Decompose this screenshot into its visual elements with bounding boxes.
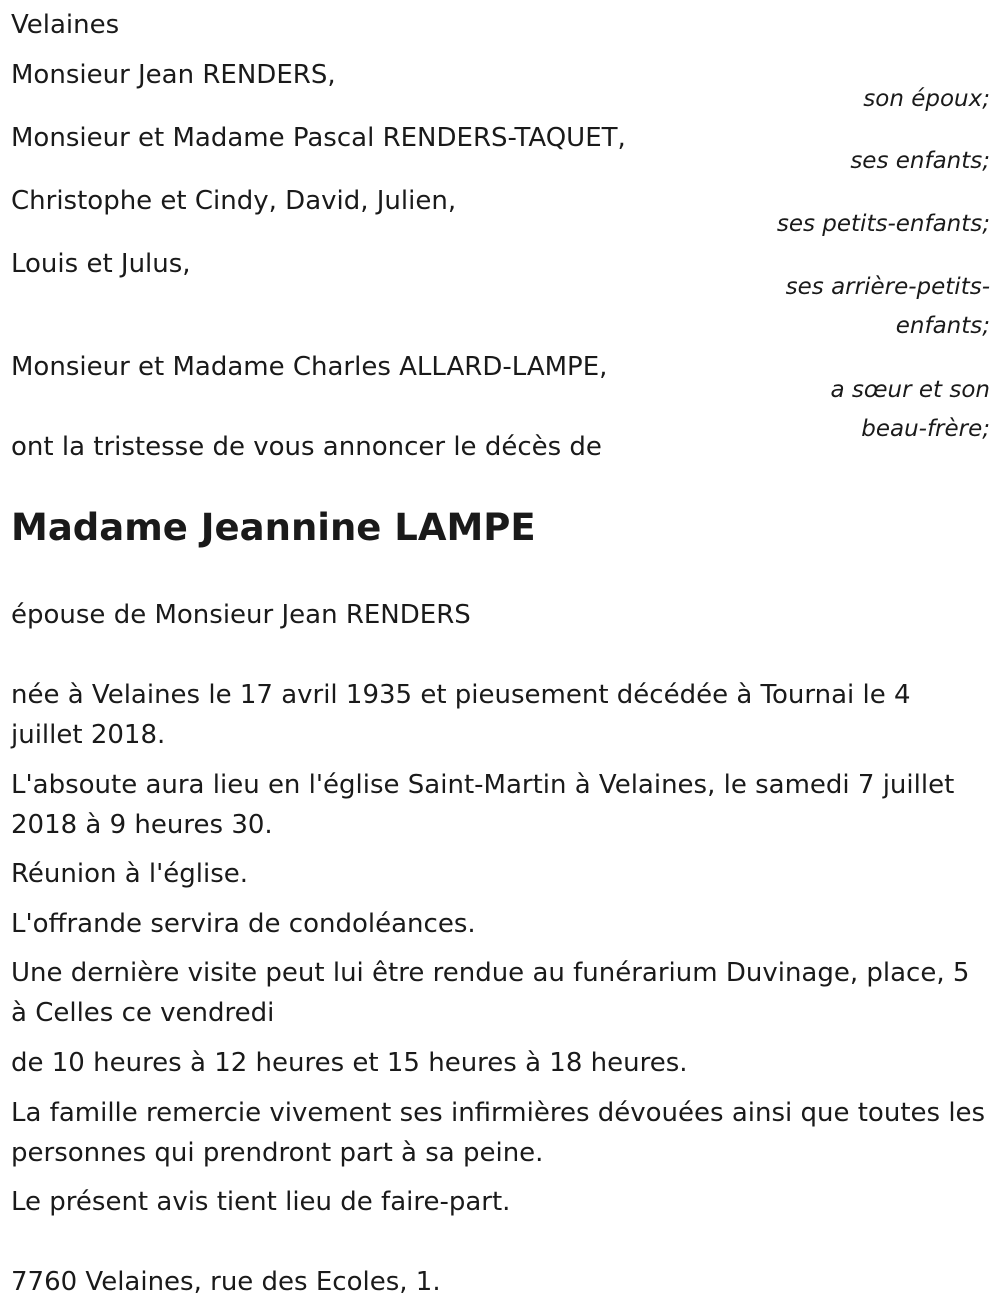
paragraph-ceremony: L'absoute aura lieu en l'église Saint-Martin à Velaines, le samedi 7 juillet 2018 à 9 heures 30.: [11, 770, 955, 840]
paragraph-meeting: Réunion à l'église.: [11, 859, 249, 889]
deceased-name: Madame Jeannine LAMPE: [11, 506, 536, 549]
paragraph-visit-hours: de 10 heures à 12 heures et 15 heures à 18 heures.: [11, 1048, 688, 1078]
family-member-children: Monsieur et Madame Pascal RENDERS-TAQUET,: [11, 123, 626, 153]
relation-spouse: son époux;: [863, 86, 990, 112]
relation-grandchildren: ses petits-enfants;: [776, 211, 990, 237]
relation-children: ses enfants;: [850, 148, 990, 174]
family-member-spouse: Monsieur Jean RENDERS,: [11, 60, 336, 90]
paragraph-offering: L'offrande servira de condoléances.: [11, 909, 476, 939]
relation-sister-line1: a sœur et son: [830, 377, 990, 403]
location-header: Velaines: [11, 10, 120, 40]
address: 7760 Velaines, rue des Ecoles, 1.: [11, 1267, 441, 1297]
relation-great-grandchildren-line1: ses arrière-petits-: [785, 274, 990, 300]
relation-great-grandchildren-line2: enfants;: [895, 313, 990, 339]
spouse-line: épouse de Monsieur Jean RENDERS: [11, 600, 471, 630]
announcement-text: ont la tristesse de vous annoncer le décès de: [11, 432, 602, 462]
family-member-great-grandchildren: Louis et Julus,: [11, 249, 191, 279]
family-member-sister: Monsieur et Madame Charles ALLARD-LAMPE,: [11, 352, 608, 382]
paragraph-thanks: La famille remercie vivement ses infirmières dévouées ainsi que toutes les personnes qui prendront part à sa peine.: [11, 1098, 986, 1168]
paragraph-visit: Une dernière visite peut lui être rendue au funérarium Duvinage, place, 5 à Celles ce vendredi: [11, 958, 970, 1028]
paragraph-notice: Le présent avis tient lieu de faire-part.: [11, 1187, 511, 1217]
paragraph-birth-death: née à Velaines le 17 avril 1935 et pieusement décédée à Tournai le 4 juillet 2018.: [11, 680, 911, 750]
relation-sister-line2: beau-frère;: [861, 416, 990, 442]
family-member-grandchildren: Christophe et Cindy, David, Julien,: [11, 186, 457, 216]
